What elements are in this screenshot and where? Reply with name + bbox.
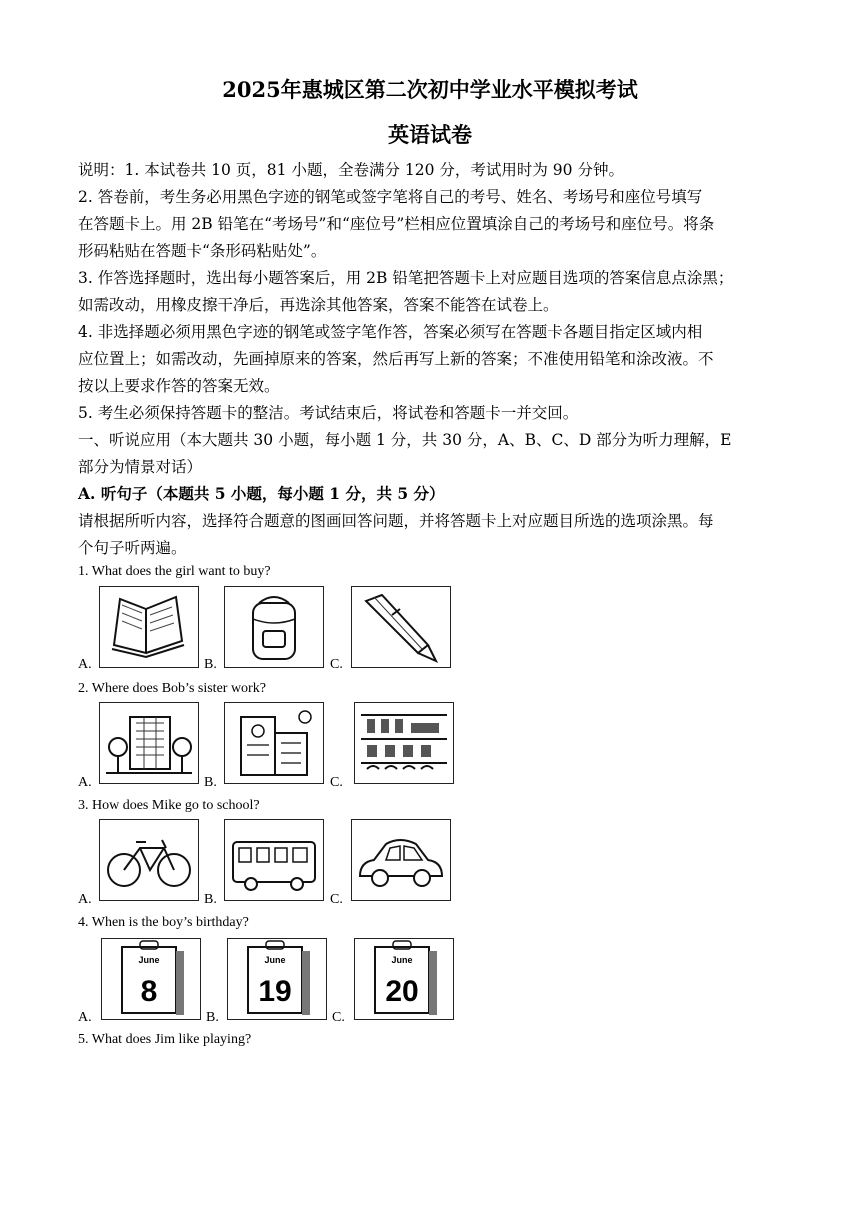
exam-subtitle: 英语试卷: [388, 122, 472, 147]
pen-icon[interactable]: [351, 586, 451, 668]
calendar-month: June: [391, 955, 413, 965]
book-icon[interactable]: [99, 586, 199, 668]
section-heading: 一、听说应用（本大题共 30 小题，每小题 1 分，共 30 分，A、B、C、D 部分为听力理解，E: [78, 431, 732, 449]
option-c-label: C.: [330, 892, 343, 907]
instruction-line: 3. 作答选择题时，选出每小题答案后，用 2B 铅笔把答题卡上对应题目选项的答案信息点涂黑；: [78, 269, 734, 287]
calendar-month: June: [138, 955, 160, 965]
option-b-label: B.: [204, 775, 217, 790]
option-c-label: C.: [332, 1010, 345, 1025]
instruction-line: 2. 答卷前，考生务必用黑色字迹的钢笔或签字笔将自己的考号、姓名、考场号和座位号填写: [78, 188, 703, 206]
instruction-line: 在答题卡上。用 2B 铅笔在“考场号”和“座位号”栏相应位置填涂自己的考场号和座位号。将条: [78, 215, 715, 233]
question-1: 1. What does the girl want to buy?: [78, 564, 271, 579]
instruction-line: 按以上要求作答的答案无效。: [78, 377, 280, 395]
option-c-label: C.: [330, 657, 343, 672]
bike-icon[interactable]: [99, 819, 199, 901]
question-4: 4. When is the boy’s birthday?: [78, 915, 249, 930]
calendar-month: June: [264, 955, 286, 965]
option-b-label: B.: [206, 1010, 219, 1025]
question-5: 5. What does Jim like playing?: [78, 1032, 252, 1047]
calendar-day: 20: [385, 975, 419, 1008]
hospital-icon[interactable]: [224, 702, 324, 784]
part-a-heading: A. 听句子（本题共 5 小题，每小题 1 分，共 5 分）: [78, 484, 445, 503]
instruction-line: 如需改动，用橡皮擦干净后，再选涂其他答案，答案不能答在试卷上。: [78, 296, 559, 314]
instruction-line: 形码粘贴在答题卡“条形码粘贴处”。: [78, 242, 327, 260]
exam-title: 2025年惠城区第二次初中学业水平模拟考试: [222, 77, 638, 102]
question-2: 2. Where does Bob’s sister work?: [78, 681, 266, 696]
calendar-icon[interactable]: [354, 938, 454, 1020]
section-heading-cont: 部分为情景对话）: [78, 458, 203, 476]
directions-line: 请根据所听内容，选择符合题意的图画回答问题，并将答题卡上对应题目所选的选项涂黑。每: [78, 512, 714, 530]
backpack-icon[interactable]: [224, 586, 324, 668]
option-a-label: A.: [78, 1010, 92, 1025]
supermarket-icon[interactable]: [354, 702, 454, 784]
option-b-label: B.: [204, 892, 217, 907]
instruction-line: 应位置上；如需改动，先画掉原来的答案，然后再写上新的答案；不准使用铅笔和涂改液。不: [78, 350, 714, 368]
bus-icon[interactable]: [224, 819, 324, 901]
option-b-label: B.: [204, 657, 217, 672]
calendar-day: 19: [258, 975, 292, 1008]
directions-line: 个句子听两遍。: [78, 539, 187, 557]
instruction-line: 5. 考生必须保持答题卡的整洁。考试结束后，将试卷和答题卡一并交回。: [78, 404, 579, 422]
option-a-label: A.: [78, 657, 92, 672]
calendar-icon[interactable]: [227, 938, 327, 1020]
instruction-line: 说明：1. 本试卷共 10 页，81 小题，全卷满分 120 分，考试用时为 90 分钟。: [78, 161, 624, 179]
instruction-line: 4. 非选择题必须用黑色字迹的钢笔或签字笔作答，答案必须写在答题卡各题目指定区域内相: [78, 323, 703, 341]
option-a-label: A.: [78, 775, 92, 790]
question-3: 3. How does Mike go to school?: [78, 798, 260, 813]
calendar-day: 8: [140, 975, 158, 1008]
office-building-icon[interactable]: [99, 702, 199, 784]
calendar-icon[interactable]: [101, 938, 201, 1020]
car-icon[interactable]: [351, 819, 451, 901]
option-a-label: A.: [78, 892, 92, 907]
option-c-label: C.: [330, 775, 343, 790]
